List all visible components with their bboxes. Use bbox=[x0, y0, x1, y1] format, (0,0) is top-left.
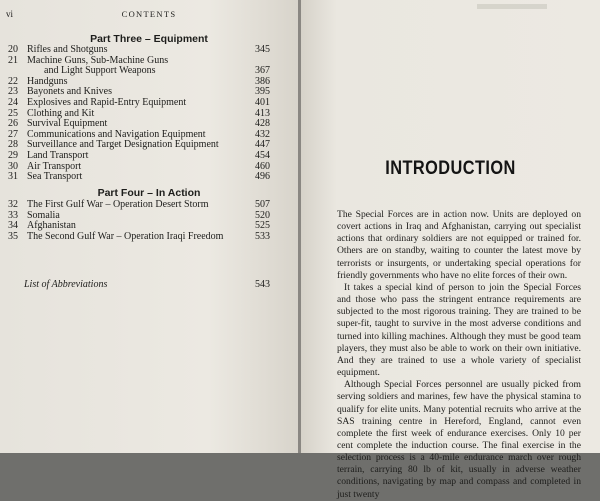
left-page-contents bbox=[0, 0, 298, 453]
chapter-number: 32 bbox=[8, 199, 18, 210]
page-ref: 520 bbox=[255, 209, 270, 221]
chapter-title: Air Transport bbox=[27, 160, 82, 172]
chapter-title: Explosives and Rapid-Entry Equipment bbox=[27, 96, 187, 108]
paragraph: Although Special Forces personnel are usually picked from serving soldiers and marines, few have the physical stamina to qualify for elite units. Many potential recruits who arrive at the SAS training centre in Hereford, England, cannot even complete the first week of endurance exercises. Only 10 per cent complete the induction course. The final exercise in the selection process is a 40-mile endurance march over rough terrain, carrying 80 lb of kit, usually in adverse weather conditions, navigating by map and compass and completed in just twenty bbox=[337, 379, 581, 500]
chapter-title: Land Transport bbox=[27, 149, 89, 161]
body-text bbox=[337, 209, 581, 501]
page-header bbox=[6, 9, 292, 23]
toc-entry[interactable] bbox=[8, 200, 270, 211]
page-ref: 413 bbox=[255, 107, 270, 119]
chapter-title: The Second Gulf War – Operation Iraqi Freedom bbox=[27, 230, 224, 242]
toc-entry[interactable] bbox=[8, 98, 270, 109]
chapter-number: 34 bbox=[8, 220, 18, 232]
page-ref: 345 bbox=[255, 44, 270, 55]
right-page-introduction bbox=[301, 0, 600, 500]
chapter-number: 23 bbox=[8, 86, 18, 98]
part-four-heading: Part Four – In Action bbox=[97, 187, 201, 199]
toc-entry-abbreviations[interactable] bbox=[24, 279, 270, 291]
chapter-title: Bayonets and Knives bbox=[27, 86, 112, 98]
page-ref: 460 bbox=[255, 160, 270, 172]
page-ref: 432 bbox=[255, 128, 270, 140]
chapter-number: 25 bbox=[8, 107, 18, 119]
part-four-toc bbox=[8, 200, 270, 242]
chapter-number: 20 bbox=[8, 44, 18, 55]
chapter-number: 26 bbox=[8, 118, 18, 130]
abbreviations-title: List of Abbreviations bbox=[24, 279, 108, 290]
page-ref: 428 bbox=[255, 118, 270, 130]
chapter-title: Clothing and Kit bbox=[27, 107, 95, 119]
chapter-heading: INTRODUCTION bbox=[385, 158, 516, 179]
page-ref: 533 bbox=[255, 230, 270, 242]
page-ref: 367 bbox=[255, 65, 270, 77]
paragraph: The Special Forces are in action now. Units are deployed on covert actions in Iraq and Afghanistan, carrying out specialist actions that ordinary soldiers are not equipped or trained for. Others are on standby, waiting to counter the latest move by terrorists or insurgents, or undertaking special operations for friendly governments who have no elite forces of their own. bbox=[337, 209, 581, 281]
page-ref: 543 bbox=[255, 279, 270, 290]
chapter-number: 29 bbox=[8, 149, 18, 161]
page-number: vi bbox=[6, 9, 14, 19]
paragraph: It takes a special kind of person to join the Special Forces and those who pass the stringent entrance requirements are subjected to the most rigorous training. They are trained to be super-fit, taught to survive in the most adverse conditions and turned into killing machines. Although they must be good team players, they must also be able to work on their own initiative. And they are trained to use a whole variety of specialist equipment. bbox=[337, 281, 581, 379]
page-ref: 447 bbox=[255, 139, 270, 151]
chapter-title: Surveillance and Target Designation Equipment bbox=[27, 139, 219, 151]
toc-entry[interactable] bbox=[8, 151, 270, 162]
chapter-title: Communications and Navigation Equipment bbox=[27, 128, 206, 140]
chapter-number: 21 bbox=[8, 54, 18, 66]
chapter-title: Afghanistan bbox=[27, 220, 76, 232]
page-ref: 496 bbox=[255, 171, 270, 183]
chapter-number: 24 bbox=[8, 96, 18, 108]
part-three-toc bbox=[8, 45, 270, 183]
chapter-title: Handguns bbox=[27, 75, 68, 87]
page-ref: 386 bbox=[255, 75, 270, 87]
page-ref: 525 bbox=[255, 220, 270, 232]
chapter-title: Somalia bbox=[27, 209, 60, 221]
chapter-number: 33 bbox=[8, 209, 18, 221]
chapter-number: 35 bbox=[8, 230, 18, 242]
chapter-title: Survival Equipment bbox=[27, 118, 108, 130]
page-ref: 507 bbox=[255, 199, 270, 210]
page-ref: 401 bbox=[255, 96, 270, 108]
page-ref: 395 bbox=[255, 86, 270, 98]
chapter-number: 31 bbox=[8, 171, 18, 183]
toc-entry[interactable] bbox=[8, 232, 270, 243]
faded-running-head bbox=[477, 4, 547, 9]
toc-entry[interactable] bbox=[8, 45, 270, 56]
part-three-heading: Part Three – Equipment bbox=[90, 33, 208, 45]
toc-entry[interactable] bbox=[8, 172, 270, 183]
page-ref: 454 bbox=[255, 149, 270, 161]
chapter-title: Machine Guns, Sub-Machine Guns bbox=[27, 54, 169, 66]
chapter-title: and Light Support Weapons bbox=[44, 65, 156, 77]
chapter-title: Sea Transport bbox=[27, 171, 83, 183]
chapter-number: 27 bbox=[8, 128, 18, 140]
chapter-number: 30 bbox=[8, 160, 18, 172]
running-head: CONTENTS bbox=[121, 9, 177, 19]
chapter-title: Rifles and Shotguns bbox=[27, 44, 108, 55]
chapter-number: 22 bbox=[8, 75, 18, 87]
chapter-number: 28 bbox=[8, 139, 18, 151]
chapter-title: The First Gulf War – Operation Desert Storm bbox=[27, 199, 209, 210]
